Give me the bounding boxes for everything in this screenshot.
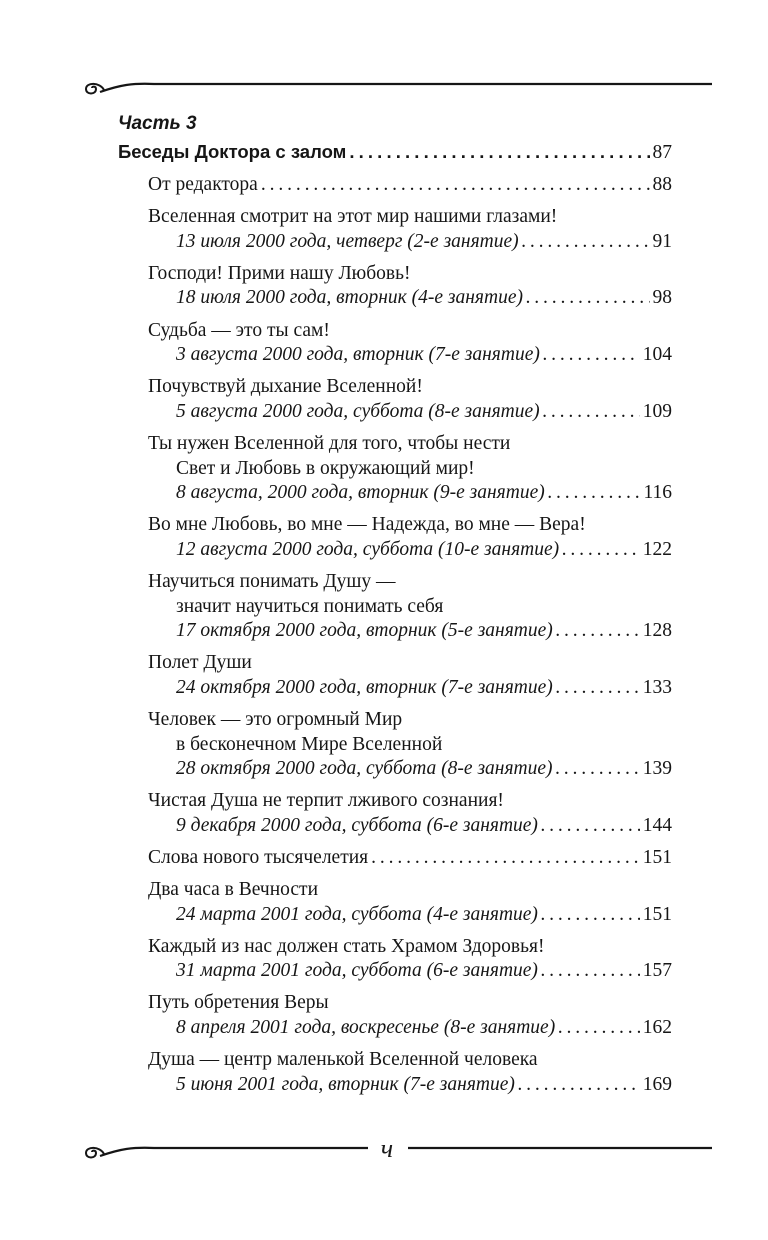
toc-entry-date-row[interactable]	[176, 400, 672, 424]
toc-entry[interactable]	[148, 173, 672, 197]
toc-entry-date-row[interactable]	[176, 676, 672, 700]
entry-date: 18 июля 2000 года, вторник (4-е занятие)	[176, 287, 523, 309]
entry-date: 8 августа, 2000 года, вторник (9-е занятие)	[176, 482, 545, 504]
toc-entry-date-row[interactable]	[176, 757, 672, 781]
entry-title[interactable]: Свет и Любовь в окружающий мир!	[176, 457, 475, 479]
leader-dots	[518, 1073, 640, 1097]
entry-date: 28 октября 2000 года, суббота (8-е занятие)	[176, 758, 553, 780]
entry-title[interactable]: Полет Души	[148, 652, 252, 674]
entry-title[interactable]: Два часа в Вечности	[148, 879, 319, 900]
entry-title[interactable]: Человек — это огромный Мир	[148, 708, 403, 730]
leader-dots	[548, 481, 641, 505]
leader-dots	[556, 619, 640, 643]
entry-title[interactable]: Вселенная смотрит на этот мир нашими глазами!	[148, 206, 558, 228]
leader-dots	[522, 230, 650, 254]
entry-date: 3 августа 2000 года, вторник (7-е занятие)	[176, 344, 540, 366]
page-number: 87	[652, 142, 672, 163]
page-number: 151	[642, 903, 672, 925]
entry-title[interactable]: Почувствуй дыхание Вселенной!	[148, 376, 423, 398]
entry-title[interactable]: Судьба — это ты сам!	[148, 319, 330, 341]
leader-dots	[541, 814, 640, 838]
entry-title[interactable]: Чистая Душа не терпит лживого сознания!	[148, 790, 504, 812]
entry-title[interactable]: Душа — центр маленькой Вселенной человека	[148, 1049, 538, 1071]
leader-dots	[371, 846, 640, 870]
entry-title: От редактора	[148, 174, 258, 195]
page-number: 104	[642, 344, 672, 366]
toc-entry-date-row[interactable]	[176, 481, 672, 505]
toc-entry[interactable]	[148, 846, 672, 870]
top-ornamental-rule	[80, 72, 712, 102]
page-number: 128	[642, 620, 672, 642]
entry-date: 9 декабря 2000 года, суббота (6-е занятие)	[176, 814, 538, 836]
toc-entry-date-row[interactable]	[176, 903, 672, 927]
leader-dots	[556, 676, 640, 700]
entry-title[interactable]: Каждый из нас должен стать Храмом Здоровья!	[148, 935, 545, 957]
entry-date: 17 октября 2000 года, вторник (5-е занятие)	[176, 620, 553, 642]
entry-title[interactable]: Во мне Любовь, во мне — Надежда, во мне — Вера!	[148, 514, 586, 536]
page-number: 88	[652, 174, 672, 195]
entry-date: 8 апреля 2001 года, воскресенье (8-е занятие)	[176, 1017, 556, 1038]
page-number: 116	[643, 482, 672, 504]
entry-title[interactable]: значит научиться понимать себя	[176, 595, 444, 617]
entry-date: 5 июня 2001 года, вторник (7-е занятие)	[176, 1073, 515, 1095]
leader-dots	[261, 173, 650, 197]
entry-date: 5 августа 2000 года, суббота (8-е занятие)	[176, 400, 540, 422]
leader-dots	[562, 538, 640, 562]
toc-entry-date-row[interactable]	[176, 619, 672, 643]
page-number: 162	[642, 1017, 672, 1038]
page-number: 144	[642, 814, 672, 836]
entry-title[interactable]: Научиться понимать Душу —	[148, 570, 396, 592]
toc-section-heading[interactable]	[118, 140, 672, 165]
leader-dots	[543, 343, 640, 367]
leader-dots	[558, 1016, 640, 1040]
entry-title[interactable]: Ты нужен Вселенной для того, чтобы нести	[148, 432, 511, 454]
entry-title: Слова нового тысячелетия	[148, 846, 369, 868]
page-number: 151	[642, 846, 672, 868]
toc-entry-date-row[interactable]	[176, 959, 672, 983]
entry-date: 12 августа 2000 года, суббота (10-е занятие)	[176, 538, 560, 560]
toc-entry-date-row[interactable]	[176, 1016, 672, 1040]
entry-date: 31 марта 2001 года, суббота (6-е занятие)	[176, 960, 538, 982]
toc-entry-date-row[interactable]	[176, 343, 672, 367]
entry-title[interactable]: Господи! Прими нашу Любовь!	[148, 262, 411, 284]
page-number: 139	[642, 758, 672, 780]
leader-dots	[541, 959, 640, 983]
entry-date: 13 июля 2000 года, четверг (2-е занятие)	[176, 230, 519, 252]
part-label: Часть 3	[118, 113, 197, 134]
leader-dots	[543, 400, 640, 424]
toc-entry-date-row[interactable]	[176, 814, 672, 838]
entry-date: 24 октября 2000 года, вторник (7-е занятие)	[176, 676, 553, 698]
page-folio: ч	[380, 1134, 394, 1163]
page-number: 157	[642, 960, 672, 982]
entry-title[interactable]: в бесконечном Мире Вселенной	[176, 733, 443, 755]
page-number: 109	[642, 400, 672, 422]
entry-title[interactable]: Путь обретения Веры	[148, 992, 329, 1014]
page-number: 133	[642, 676, 672, 698]
toc-entry-date-row[interactable]	[176, 286, 672, 310]
leader-dots	[541, 903, 640, 927]
page-number: 122	[642, 538, 672, 560]
toc-entry-date-row[interactable]	[176, 1073, 672, 1097]
page-number: 91	[652, 230, 672, 252]
leader-dots	[556, 757, 640, 781]
leader-dots	[526, 286, 650, 310]
toc-entry-date-row[interactable]	[176, 230, 672, 254]
page-number: 169	[642, 1073, 672, 1095]
entry-date: 24 марта 2001 года, суббота (4-е занятие)	[176, 903, 538, 925]
leader-dots	[349, 140, 649, 164]
page-number: 98	[652, 287, 672, 309]
section-title: Беседы Доктора с залом	[118, 141, 347, 162]
toc-entry-date-row[interactable]	[176, 538, 672, 562]
